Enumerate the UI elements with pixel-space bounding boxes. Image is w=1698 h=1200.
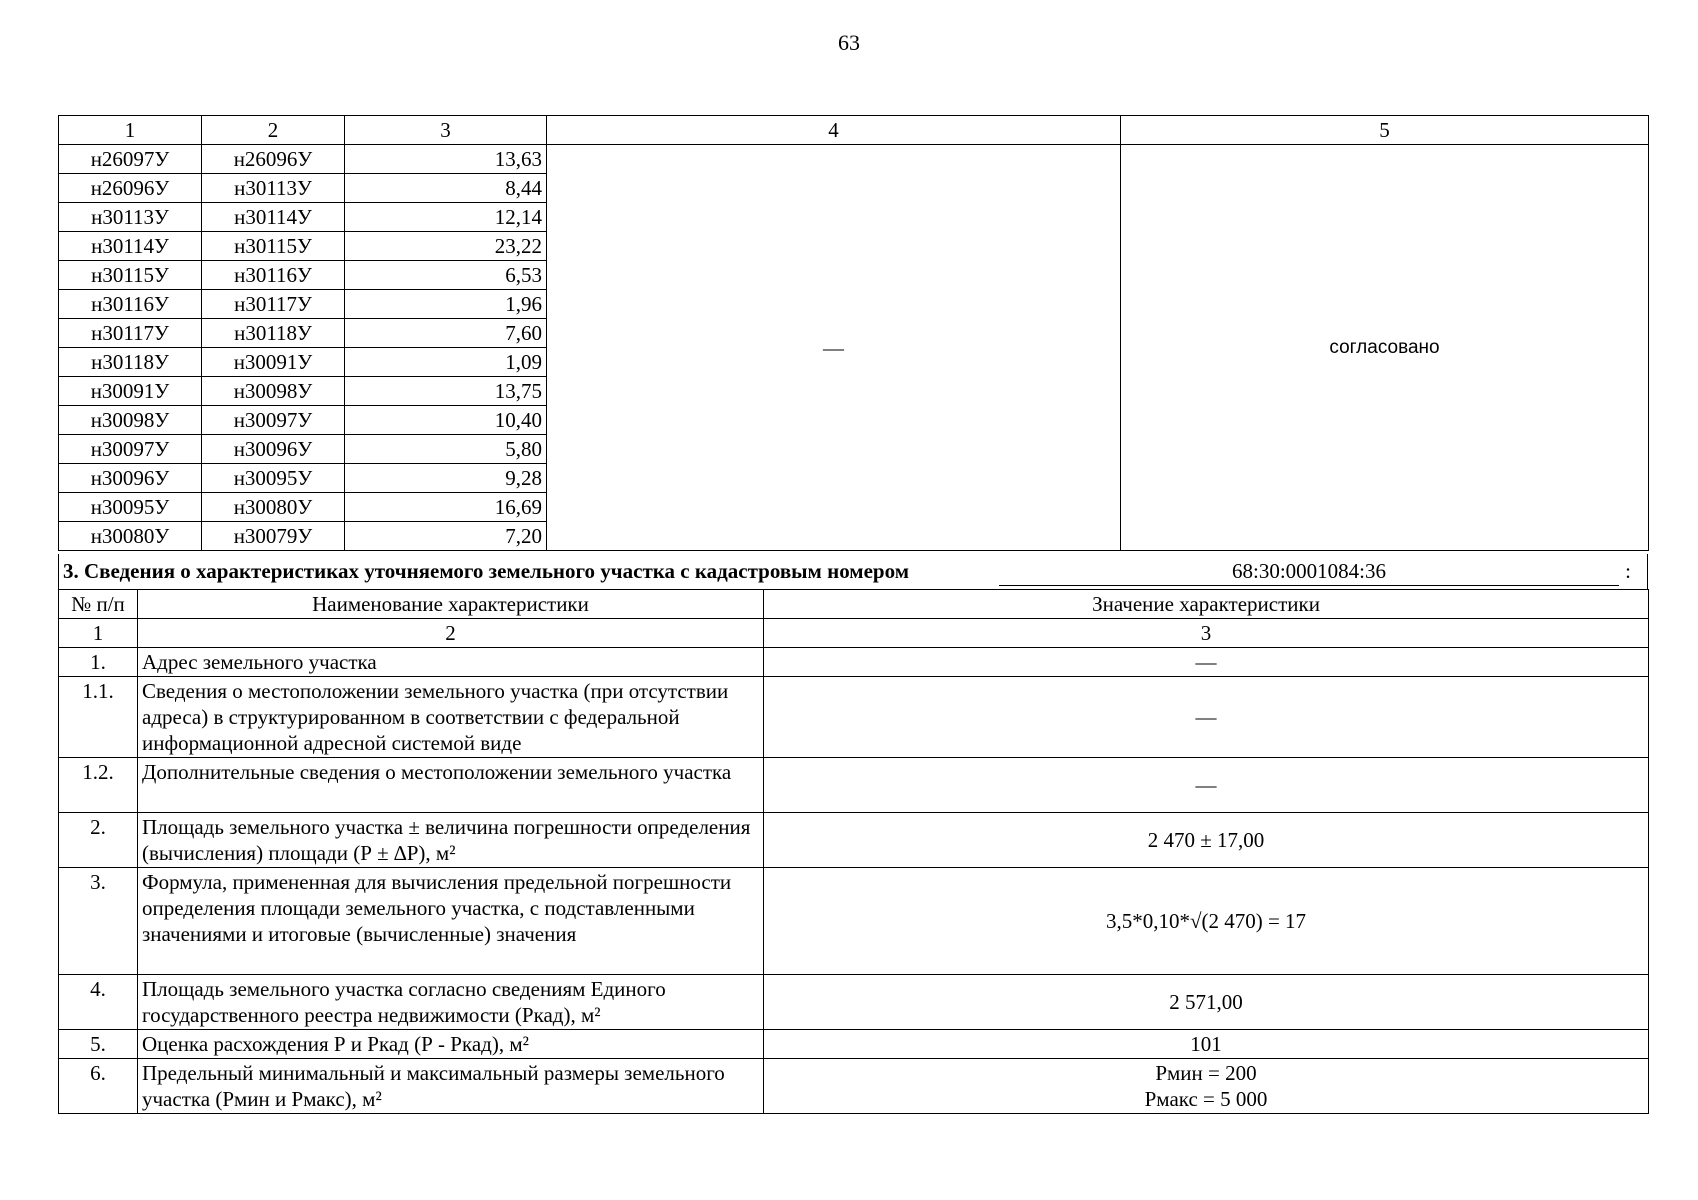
from-point-cell: н30080У bbox=[59, 522, 202, 551]
header-cell-2: 2 bbox=[202, 116, 345, 145]
from-point-cell: н30115У bbox=[59, 261, 202, 290]
to-point-cell: н30080У bbox=[202, 493, 345, 522]
characteristic-name: Сведения о местоположении земельного участка (при отсутствии адреса) в структурированном в соответствии с федеральной информационной адресной системой виде bbox=[138, 677, 764, 758]
table-row bbox=[59, 1059, 1649, 1114]
from-point-cell: н30116У bbox=[59, 290, 202, 319]
header-cell-1: 1 bbox=[59, 116, 202, 145]
from-point-cell: н30113У bbox=[59, 203, 202, 232]
characteristic-name: Оценка расхождения Р и Ркад (Р - Ркад), м² bbox=[138, 1030, 764, 1059]
characteristic-value: 2 571,00 bbox=[764, 975, 1649, 1030]
characteristic-value: — bbox=[764, 648, 1649, 677]
row-number: 5. bbox=[59, 1030, 138, 1059]
to-point-cell: н26096У bbox=[202, 145, 345, 174]
to-point-cell: н30118У bbox=[202, 319, 345, 348]
row-number: 1. bbox=[59, 648, 138, 677]
distance-cell: 8,44 bbox=[345, 174, 547, 203]
distance-cell: 6,53 bbox=[345, 261, 547, 290]
distance-cell: 23,22 bbox=[345, 232, 547, 261]
characteristic-value: — bbox=[764, 758, 1649, 813]
header-cell-3: 3 bbox=[345, 116, 547, 145]
boundary-table bbox=[58, 115, 1649, 551]
distance-cell: 9,28 bbox=[345, 464, 547, 493]
distance-cell: 7,60 bbox=[345, 319, 547, 348]
distance-cell: 13,75 bbox=[345, 377, 547, 406]
characteristic-name: Площадь земельного участка ± величина погрешности определения (вычисления) площади (Р ± ∆Р), м² bbox=[138, 813, 764, 868]
from-point-cell: н30095У bbox=[59, 493, 202, 522]
table-row bbox=[59, 868, 1649, 975]
characteristic-value: 3,5*0,10*√(2 470) = 17 bbox=[764, 868, 1649, 975]
header-characteristic-name: Наименование характеристики bbox=[138, 590, 764, 619]
from-point-cell: н30091У bbox=[59, 377, 202, 406]
characteristics-index-row bbox=[59, 619, 1649, 648]
page-number: 63 bbox=[838, 30, 860, 55]
header-cell-5: 5 bbox=[1121, 116, 1649, 145]
row-number: 1.1. bbox=[59, 677, 138, 758]
index-cell-3: 3 bbox=[764, 619, 1649, 648]
row-number: 2. bbox=[59, 813, 138, 868]
to-point-cell: н30079У bbox=[202, 522, 345, 551]
characteristic-value: 2 470 ± 17,00 bbox=[764, 813, 1649, 868]
section-title: 3. Сведения о характеристиках уточняемого земельного участка с кадастровым номером bbox=[63, 559, 910, 583]
characteristic-value: 101 bbox=[764, 1030, 1649, 1059]
characteristic-value: — bbox=[764, 677, 1649, 758]
distance-cell: 12,14 bbox=[345, 203, 547, 232]
table-row bbox=[59, 677, 1649, 758]
from-point-cell: н30096У bbox=[59, 464, 202, 493]
characteristic-name: Формула, примененная для вычисления предельной погрешности определения площади земельного участка, с подставленными значениями и итоговые (вычисленные) значения bbox=[138, 868, 764, 975]
header-cell-4: 4 bbox=[547, 116, 1121, 145]
characteristic-name: Дополнительные сведения о местоположении земельного участка bbox=[138, 758, 764, 813]
to-point-cell: н30117У bbox=[202, 290, 345, 319]
row-number: 4. bbox=[59, 975, 138, 1030]
min-size-value: Рмин = 200 bbox=[1155, 1061, 1257, 1085]
characteristic-name: Адрес земельного участка bbox=[138, 648, 764, 677]
distance-cell: 16,69 bbox=[345, 493, 547, 522]
characteristics-table bbox=[58, 589, 1649, 1114]
characteristic-name: Площадь земельного участка согласно сведениям Единого государственного реестра недвижимости (Ркад), м² bbox=[138, 975, 764, 1030]
boundary-table-header bbox=[59, 116, 1649, 145]
index-cell-2: 2 bbox=[138, 619, 764, 648]
index-cell-1: 1 bbox=[59, 619, 138, 648]
cadastral-number: 68:30:0001084:36 bbox=[999, 558, 1619, 586]
approval-status-cell: согласовано bbox=[1121, 145, 1649, 551]
from-point-cell: н30118У bbox=[59, 348, 202, 377]
from-point-cell: н26096У bbox=[59, 174, 202, 203]
characteristics-header-row bbox=[59, 590, 1649, 619]
section-3-heading bbox=[58, 554, 1648, 590]
distance-cell: 7,20 bbox=[345, 522, 547, 551]
characteristic-value-range bbox=[764, 1059, 1649, 1114]
to-point-cell: н30114У bbox=[202, 203, 345, 232]
table-row bbox=[59, 758, 1649, 813]
to-point-cell: н30098У bbox=[202, 377, 345, 406]
header-characteristic-value: Значение характеристики bbox=[764, 590, 1649, 619]
row-number: 6. bbox=[59, 1059, 138, 1114]
to-point-cell: н30091У bbox=[202, 348, 345, 377]
to-point-cell: н30097У bbox=[202, 406, 345, 435]
from-point-cell: н30117У bbox=[59, 319, 202, 348]
row-number: 1.2. bbox=[59, 758, 138, 813]
max-size-value: Рмакс = 5 000 bbox=[1144, 1087, 1268, 1111]
to-point-cell: н30113У bbox=[202, 174, 345, 203]
table-row bbox=[59, 145, 1649, 174]
distance-cell: 10,40 bbox=[345, 406, 547, 435]
from-point-cell: н30114У bbox=[59, 232, 202, 261]
characteristic-name: Предельный минимальный и максимальный размеры земельного участка (Рмин и Рмакс), м² bbox=[138, 1059, 764, 1114]
distance-cell: 5,80 bbox=[345, 435, 547, 464]
from-point-cell: н26097У bbox=[59, 145, 202, 174]
distance-cell: 1,96 bbox=[345, 290, 547, 319]
from-point-cell: н30098У bbox=[59, 406, 202, 435]
table-row bbox=[59, 648, 1649, 677]
header-number: № п/п bbox=[59, 590, 138, 619]
col4-merged-cell: — bbox=[547, 145, 1121, 551]
to-point-cell: н30116У bbox=[202, 261, 345, 290]
section-colon: : bbox=[1625, 559, 1631, 583]
distance-cell: 13,63 bbox=[345, 145, 547, 174]
table-row bbox=[59, 975, 1649, 1030]
distance-cell: 1,09 bbox=[345, 348, 547, 377]
table-row bbox=[59, 1030, 1649, 1059]
to-point-cell: н30096У bbox=[202, 435, 345, 464]
from-point-cell: н30097У bbox=[59, 435, 202, 464]
row-number: 3. bbox=[59, 868, 138, 975]
table-row bbox=[59, 813, 1649, 868]
to-point-cell: н30095У bbox=[202, 464, 345, 493]
to-point-cell: н30115У bbox=[202, 232, 345, 261]
